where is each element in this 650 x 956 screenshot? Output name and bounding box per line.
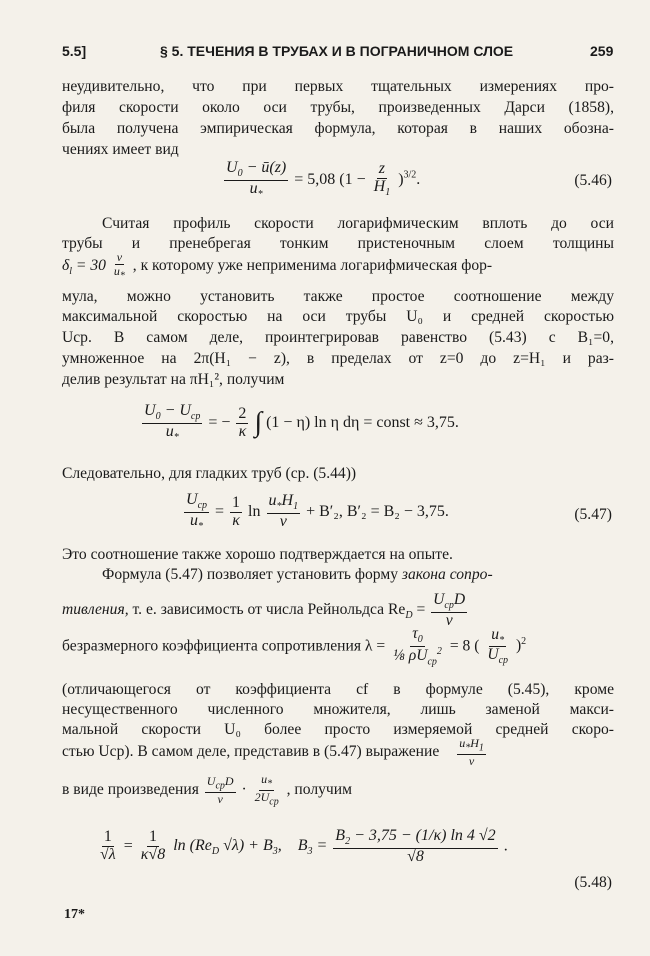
text-line: чениях имеет вид: [62, 141, 179, 158]
text-line: умноженное на 2π(H₁ − z), в пределах от z=0 до z=H₁ и раз-: [62, 350, 614, 367]
text-line: Это соотношение также хорошо подтверждается на опыте.: [62, 546, 453, 563]
text-line: Считая профиль скорости логарифмическим вплоть до оси: [102, 215, 614, 232]
text-line: филя скорости около оси трубы, произведенных Дарси (1858),: [62, 99, 614, 116]
signature-mark: 17*: [64, 907, 85, 922]
equation-5-46: $\frac{U_0 - ū(z)}{u_*}$ = 5,08 (1 − $\frac{z}{H_1}$ )$^{3/2}$.: [226, 159, 421, 200]
equation-5-48: $\frac{1}{√\lambda}$ = $\frac{1}{\kappa√8}$ $\ln (Re_D$ $√\lambda) + B_3$, $B_3$ = $\frac{B_2 - 3,75 - (1/\kappa) \ln 4 √2}{√8}$ .: [100, 827, 508, 865]
text-line: мула, можно установить также простое соотношение между: [62, 288, 614, 305]
equation-text: = 5,08 (1 −: [294, 170, 366, 188]
text-line: была получена эмпирическая формула, которая в наших обозна-: [62, 120, 614, 137]
text-line: Формула (5.47) позволяет установить форму закона сопро-: [102, 566, 493, 583]
equation-number: (5.47): [574, 506, 612, 523]
text-line: мальной скорости U₀ более просто измеряемой средней скоро-: [62, 721, 614, 738]
text-line-with-formula: стью Uср). В самом деле, представив в (5.47) выражение $\frac{u_*H_1}{\nu}$: [62, 736, 484, 768]
text-line-with-formula: безразмерного коэффициента сопротивления λ = $\frac{\tau_0}{\frac{1}{8} \rho U_{ср}^2}$ = 8 ( $\frac{u_*}{U_{ср}}$ )$^2$: [62, 625, 527, 667]
running-title: § 5. ТЕЧЕНИЯ В ТРУБАХ И В ПОГРАНИЧНОМ СЛОЕ: [160, 43, 514, 59]
text-line-with-formula: в виде произведения $\frac{U_{ср}D}{\nu}$ · $\frac{u_*}{2U_{ср}}$ , получим: [62, 772, 352, 808]
equation-number: (5.46): [574, 172, 612, 189]
text-line-with-formula: $\delta_l = 30$ $\frac{\nu}{u_*}$ , к которому уже неприменима логарифмическая фор-: [62, 250, 493, 281]
page-number: 259: [590, 43, 614, 59]
text-line: максимальной скоростью на оси трубы U₀ и средней скоростью: [62, 308, 614, 325]
text-line: несущественного численного множителя, лишь заменой макси-: [62, 701, 614, 718]
text-line: Uср. В самом деле, проинтегрировав равенство (5.43) с B₁=0,: [62, 329, 614, 346]
text-line: трубы и пренебрегая тонким пристеночным слоем толщины: [62, 235, 614, 252]
equation-5-47: $\frac{U_{ср}}{u_*}$ = $\frac{1}{\kappa}$ ln $\frac{u_*H_1}{\nu}$ + B′₂, B′₂ = B₂ − 3,75.: [186, 491, 449, 532]
text-line: неудивительно, что при первых тщательных измерениях про-: [62, 78, 614, 95]
equation-number: (5.48): [574, 874, 612, 891]
text-line: делив результат на πH₁², получим: [62, 371, 285, 388]
equation-integral: $\frac{U_0 - U_{ср}}{u_*}$ = − $\frac{2}{\kappa}$ ∫ (1 − η) ln η dη = const ≈ 3,75.: [144, 402, 459, 443]
text-line: (отличающегося от коэффициента cf в формуле (5.45), кроме: [62, 681, 614, 698]
text-line: Следовательно, для гладких труб (ср. (5.44)): [62, 465, 357, 482]
section-number: 5.5]: [62, 43, 87, 59]
text-line-with-formula: тивления, т. е. зависимость от числа Рейнольдса $Re_D$ = $\frac{U_{ср}D}{\nu}$: [62, 591, 466, 629]
